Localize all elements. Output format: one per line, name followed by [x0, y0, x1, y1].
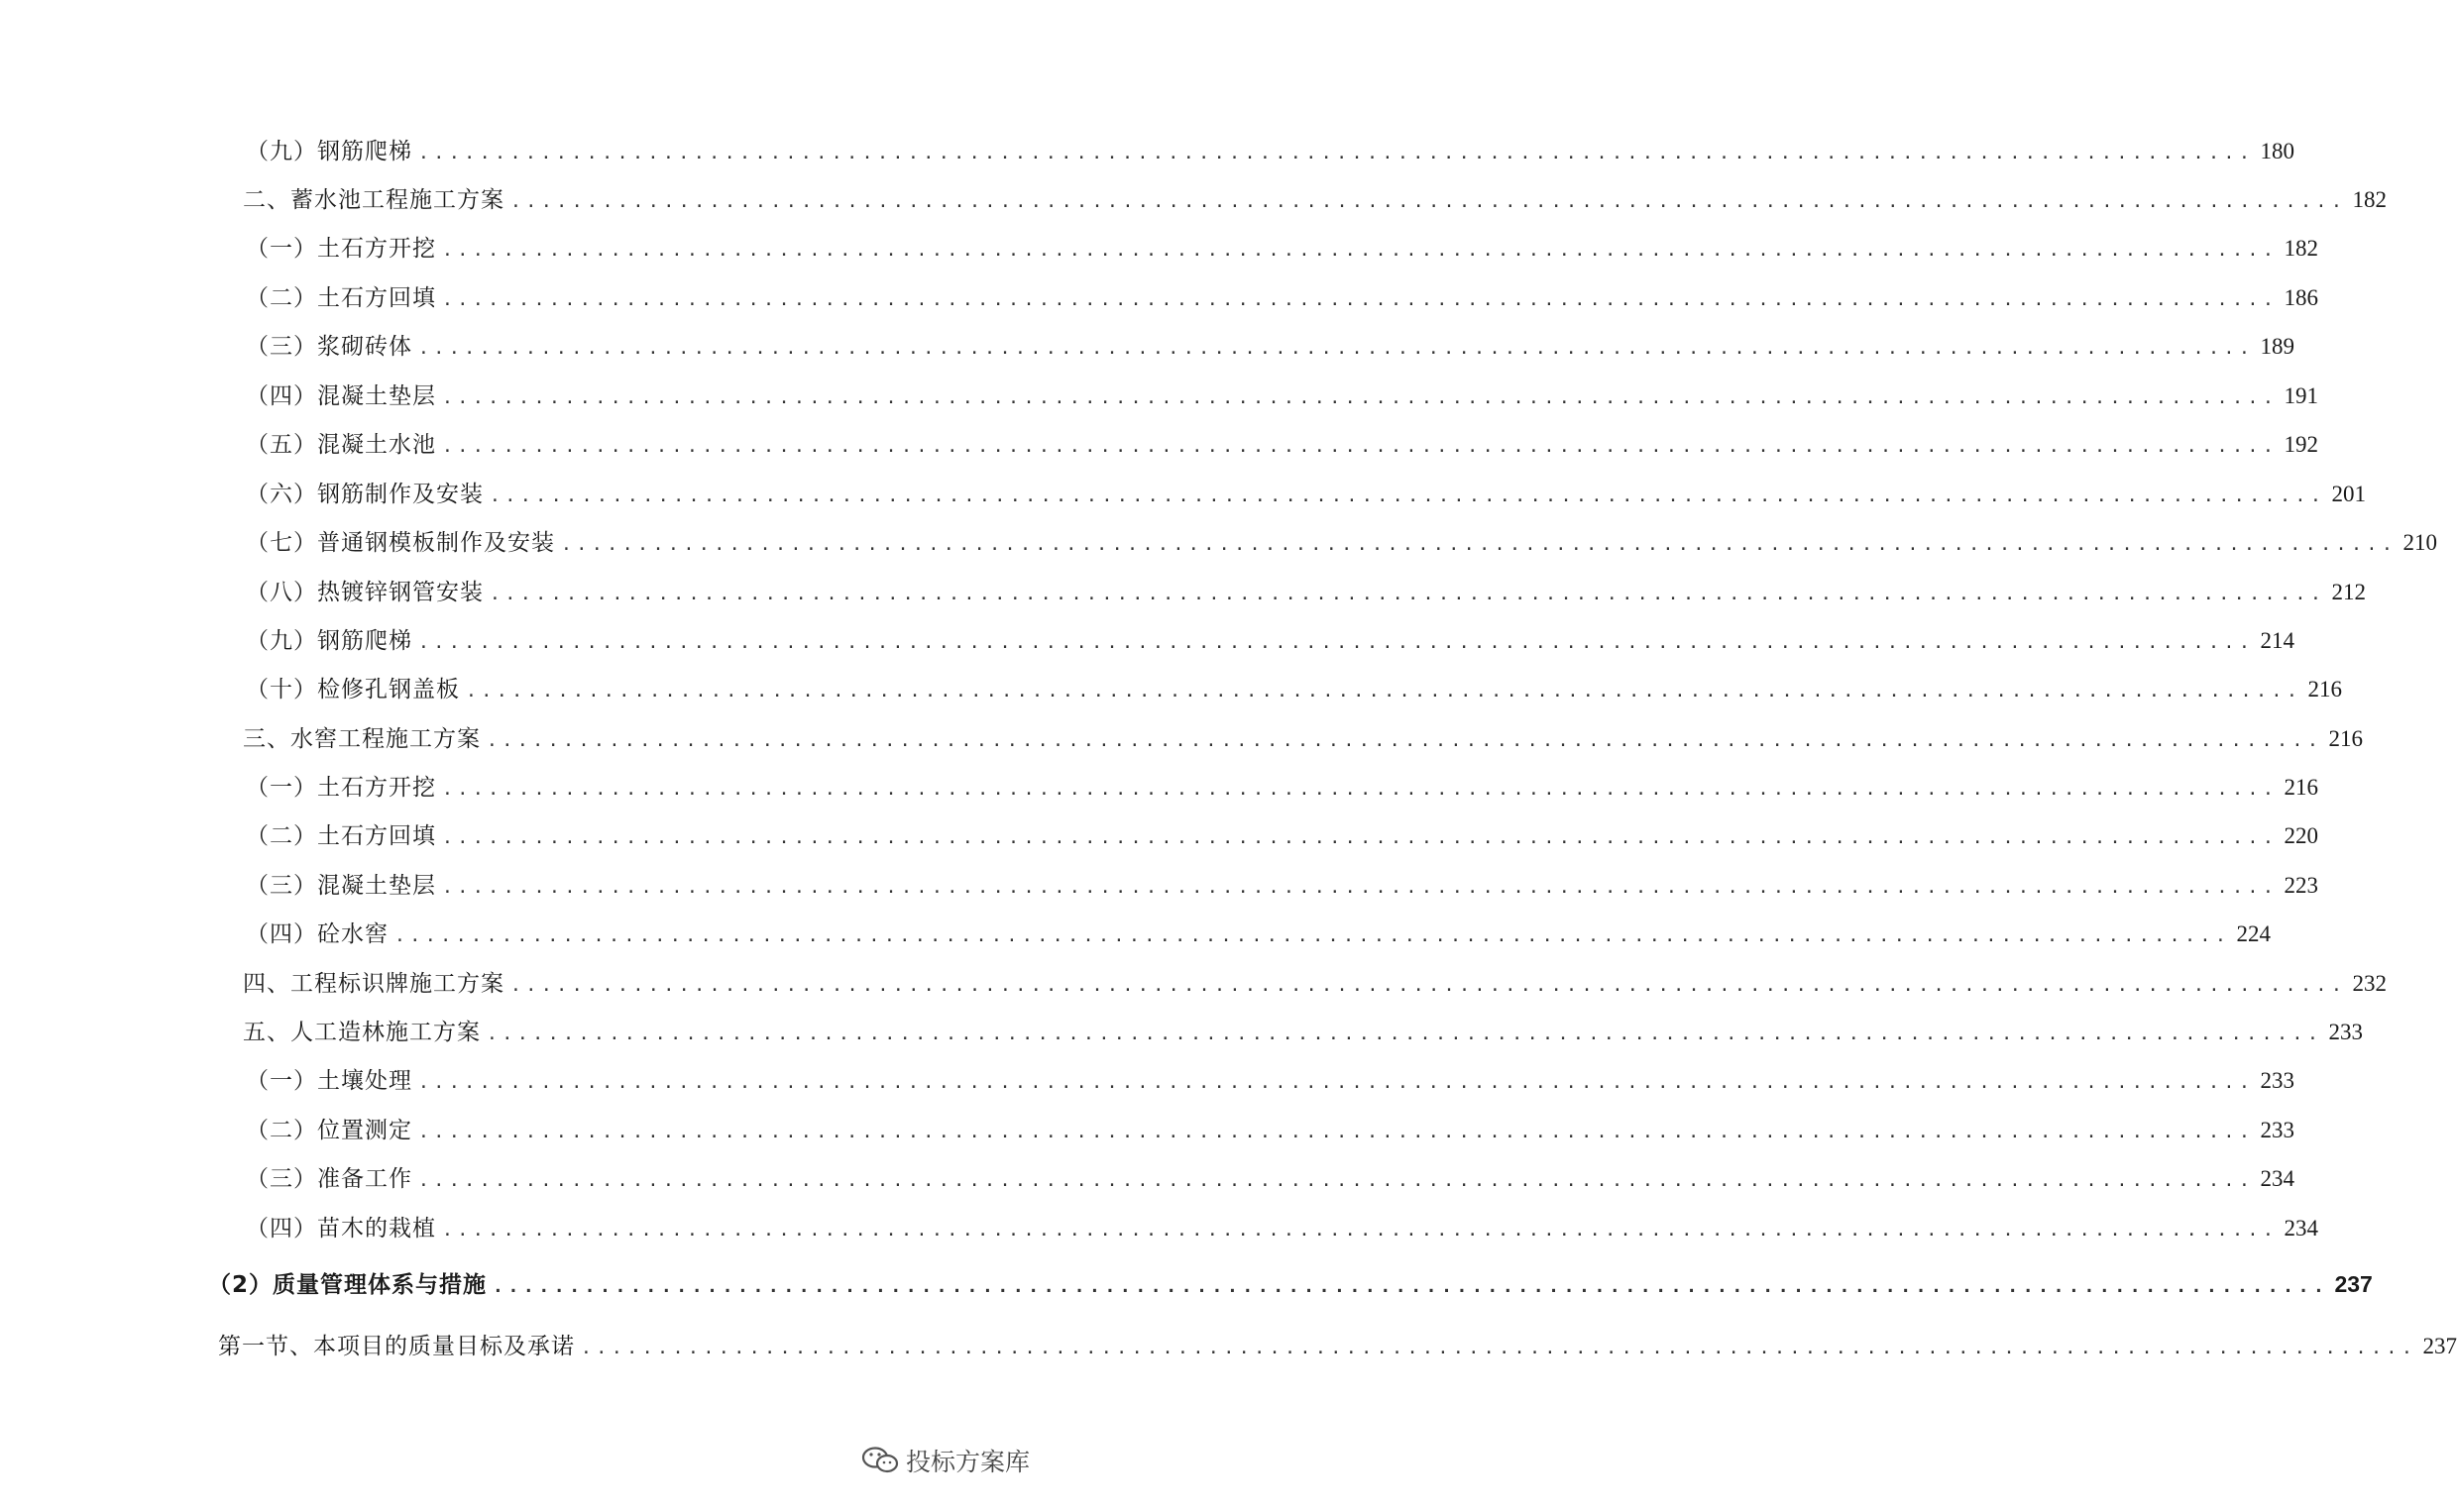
toc-entry	[246, 328, 2294, 361]
toc-entry	[246, 867, 2318, 900]
toc-entry-page: 233	[2260, 1118, 2294, 1142]
toc-entry-title: （九）钢筋爬梯	[246, 628, 412, 654]
toc-entry-page: 186	[2284, 285, 2318, 310]
toc-entry-page: 216	[2328, 726, 2363, 751]
dot-leader: ........................................................................................................................	[510, 191, 2347, 212]
dot-leader: ........................................................................................................................	[487, 730, 2323, 751]
dot-leader: ........................................................................................................................	[442, 436, 2279, 457]
dot-leader: ........................................................................................................................	[394, 925, 2231, 946]
dot-leader: ........................................................................................................................	[466, 681, 2302, 702]
toc-entry-title: （六）钢筋制作及安装	[246, 482, 484, 507]
toc-entry-title: （五）混凝土水池	[246, 432, 436, 458]
toc-entry	[243, 965, 2387, 998]
toc-entry-page: 214	[2260, 628, 2294, 653]
toc-entry-page: 224	[2236, 921, 2271, 946]
toc-entry-page: 182	[2352, 187, 2387, 212]
toc-entry-page: 216	[2307, 677, 2342, 702]
toc-entry-title: （三）浆砌砖体	[246, 334, 412, 360]
toc-entry-title: （三）准备工作	[246, 1166, 412, 1192]
wechat-icon	[860, 1446, 900, 1475]
dot-leader: ........................................................................................................................	[442, 1220, 2279, 1241]
dot-leader: ........................................................................................................................	[418, 1170, 2255, 1191]
dot-leader: ........................................................................................................................	[487, 1024, 2323, 1044]
toc-entry-page: 223	[2284, 873, 2318, 898]
toc-entry-page: 191	[2284, 383, 2318, 408]
toc-entry-title: 第一节、本项目的质量目标及承诺	[218, 1334, 575, 1359]
toc-entry-title: （四）苗木的栽植	[246, 1216, 436, 1242]
toc-entry-title: （一）土石方开挖	[246, 236, 436, 262]
toc-entry-page: 237	[2334, 1271, 2373, 1297]
toc-entry-title: （二）位置测定	[246, 1118, 412, 1143]
watermark-label: 投标方案库	[906, 1448, 1031, 1476]
toc-entry-title: （2）质量管理体系与措施	[208, 1272, 488, 1298]
toc-entry-title: 四、工程标识牌施工方案	[243, 971, 504, 997]
watermark	[860, 1443, 1030, 1478]
toc-entry-title: （七）普通钢模板制作及安装	[246, 530, 555, 556]
toc-entry-page: 216	[2284, 775, 2318, 800]
toc-entry	[243, 1014, 2363, 1046]
toc-entry	[246, 476, 2366, 508]
toc-entry-page: 233	[2260, 1068, 2294, 1093]
toc-entry	[246, 524, 2437, 557]
toc-entry-title: （二）土石方回填	[246, 823, 436, 849]
toc-entry-title: （一）土石方开挖	[246, 775, 436, 801]
toc-entry	[246, 426, 2318, 459]
toc-entry-page: 192	[2284, 432, 2318, 457]
dot-leader: ........................................................................................................................	[442, 779, 2279, 800]
toc-entry-title: （一）土壤处理	[246, 1068, 412, 1094]
toc-entry-title: （九）钢筋爬梯	[246, 139, 412, 164]
toc-entry-title: （三）混凝土垫层	[246, 873, 436, 899]
toc-entry-title: 三、水窖工程施工方案	[243, 726, 481, 752]
toc-entry	[246, 1112, 2294, 1144]
dot-leader: ........................................................................................................................	[442, 289, 2279, 310]
toc-entry-page: 212	[2331, 580, 2366, 604]
dot-leader: ........................................................................................................................	[490, 486, 2326, 506]
dot-leader: ........................................................................................................................	[442, 240, 2279, 261]
toc-entry	[243, 181, 2387, 214]
toc-entry	[246, 133, 2294, 165]
toc-entry	[246, 671, 2342, 703]
toc-entry	[246, 817, 2318, 850]
toc-entry	[246, 1160, 2294, 1193]
toc-entry	[246, 622, 2294, 655]
toc-entry	[218, 1328, 2457, 1360]
toc-entry-page: 180	[2260, 139, 2294, 163]
toc-entry-title: （四）混凝土垫层	[246, 383, 436, 409]
dot-leader: ........................................................................................................................	[493, 1276, 2329, 1297]
toc-entry-page: 201	[2331, 482, 2366, 506]
dot-leader: ........................................................................................................................	[418, 632, 2255, 653]
toc-entry-title: 五、人工造林施工方案	[243, 1020, 481, 1045]
toc-entry-page: 234	[2284, 1216, 2318, 1241]
toc-entry	[243, 720, 2363, 753]
dot-leader: ........................................................................................................................	[442, 387, 2279, 408]
toc-entry-title: （十）检修孔钢盖板	[246, 677, 460, 702]
toc-entry	[246, 230, 2318, 263]
toc-entry	[246, 916, 2271, 948]
toc-entry	[246, 1062, 2294, 1095]
dot-leader: ........................................................................................................................	[418, 1072, 2255, 1093]
dot-leader: ........................................................................................................................	[581, 1338, 2417, 1358]
toc-entry-page: 234	[2260, 1166, 2294, 1191]
toc-entry-page: 237	[2422, 1334, 2457, 1358]
dot-leader: ........................................................................................................................	[510, 975, 2347, 996]
toc-entry-title: （八）热镀锌钢管安装	[246, 580, 484, 605]
toc-entry-title: 二、蓄水池工程施工方案	[243, 187, 504, 213]
toc-entry-page: 210	[2402, 530, 2437, 555]
dot-leader: ........................................................................................................................	[442, 827, 2279, 848]
dot-leader: ........................................................................................................................	[561, 534, 2398, 555]
toc-entry-title: （四）砼水窖	[246, 921, 389, 947]
toc-entry-title: （二）土石方回填	[246, 285, 436, 311]
toc-entry	[246, 378, 2318, 410]
dot-leader: ........................................................................................................................	[418, 338, 2255, 359]
toc-entry	[246, 769, 2318, 802]
toc-entry	[246, 279, 2318, 312]
toc-entry-page: 182	[2284, 236, 2318, 261]
dot-leader: ........................................................................................................................	[490, 584, 2326, 604]
toc-entry	[208, 1266, 2373, 1299]
toc-entry-page: 233	[2328, 1020, 2363, 1044]
dot-leader: ........................................................................................................................	[442, 877, 2279, 898]
toc-entry-page: 220	[2284, 823, 2318, 848]
toc-entry-page: 189	[2260, 334, 2294, 359]
dot-leader: ........................................................................................................................	[418, 143, 2255, 163]
dot-leader: ........................................................................................................................	[418, 1122, 2255, 1142]
toc-entry	[246, 1210, 2318, 1242]
toc-entry	[246, 574, 2366, 606]
toc-entry-page: 232	[2352, 971, 2387, 996]
